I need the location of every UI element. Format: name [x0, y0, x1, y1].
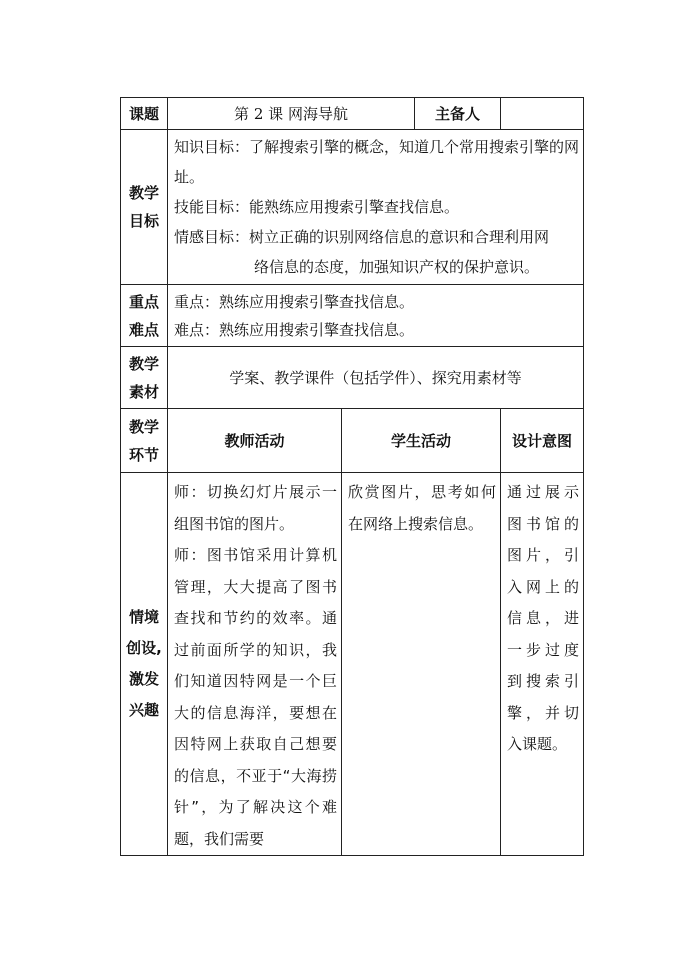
topic-row	[121, 98, 584, 130]
student-activity-header: 学生活动	[342, 409, 501, 473]
lesson-title: 课 网海导航	[268, 104, 348, 123]
student-activity-cell	[342, 473, 501, 856]
materials-content: 学案、教学课件（包括学件）、探究用素材等	[168, 347, 584, 409]
difficulty-point: 难点：熟练应用搜索引擎查找信息。	[174, 320, 415, 339]
lesson-number: 2	[253, 104, 264, 123]
emotion-goal-line1: 情感目标：树立正确的识别网络信息的意识和合理利用网	[174, 228, 550, 246]
skill-goal: 技能目标：能熟练应用搜索引擎查找信息。	[174, 198, 460, 216]
author-label: 主备人	[415, 98, 501, 130]
keypoints-label: 重点 难点	[121, 285, 168, 347]
author-value	[501, 98, 584, 130]
keypoints-row	[121, 285, 584, 347]
design-intent-text: 通过展示图书馆的图片，引入网上的信息，进一步过度到搜索引擎，并切入课题。	[507, 483, 579, 753]
knowledge-goal: 知识目标：了解搜索引擎的概念，知道几个常用搜索引擎的网址。	[174, 138, 580, 186]
teacher-activity-p2: 师：图书馆采用计算机管理，大大提高了图书查找和节约的效率。通过前面所学的知识，我们知道因特网是一个巨大的信息海洋，要想在因特网上获取自己想要的信息，不亚于“大海捞针”，为了解决这个难题，我们需要	[174, 546, 337, 848]
stage-row	[121, 473, 584, 856]
focus-point: 重点：熟练应用搜索引擎查找信息。	[174, 292, 415, 311]
design-intent-cell	[501, 473, 584, 856]
design-intent-header: 设计意图	[501, 409, 584, 473]
student-activity-text: 欣赏图片，思考如何在网络上搜索信息。	[348, 483, 496, 533]
lesson-title-cell	[168, 98, 415, 130]
materials-label: 教学 素材	[121, 347, 168, 409]
teacher-activity-cell	[168, 473, 342, 856]
teacher-activity-header: 教师活动	[168, 409, 342, 473]
teacher-activity-p1: 师：切换幻灯片展示一组图书馆的图片。	[174, 483, 337, 533]
goals-content	[168, 130, 584, 285]
stage-label: 情境 创设, 激发 兴趣	[121, 473, 168, 856]
materials-row	[121, 347, 584, 409]
emotion-goal-line2: 络信息的态度，加强知识产权的保护意识。	[254, 258, 540, 276]
process-label: 教学 环节	[121, 409, 168, 473]
process-header-row	[121, 409, 584, 473]
lesson-plan-table	[120, 97, 584, 856]
goals-label: 教学 目标	[121, 130, 168, 285]
goals-row	[121, 130, 584, 285]
topic-label: 课题	[121, 98, 168, 130]
keypoints-content	[168, 285, 584, 347]
lesson-prefix: 第	[234, 104, 250, 123]
